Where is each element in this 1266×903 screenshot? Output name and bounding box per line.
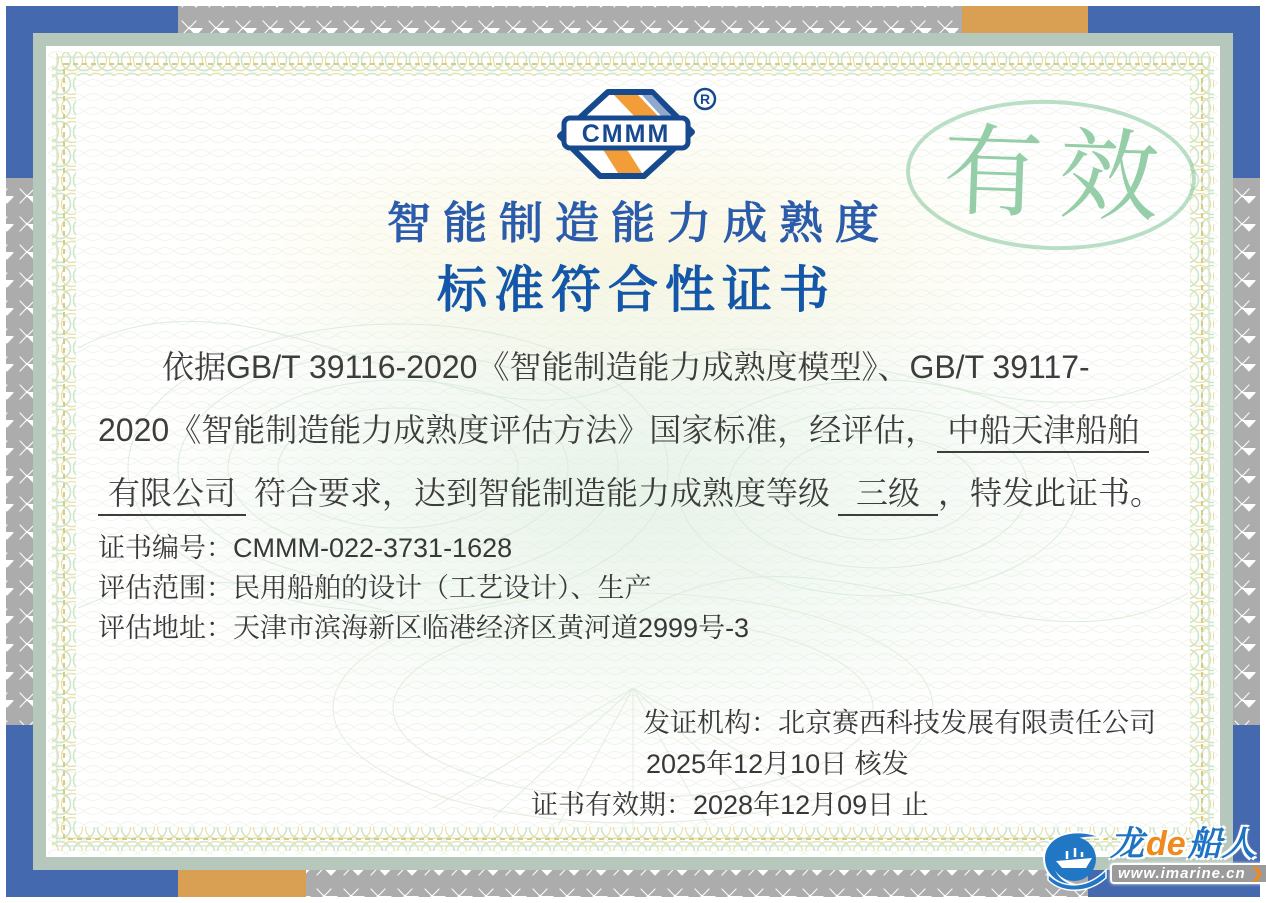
issuer-label: 发证机构： [643, 708, 778, 738]
validity-row [531, 783, 929, 822]
corner-accent-top-left-v [6, 6, 34, 178]
watermark-text-column [1110, 826, 1266, 884]
statement-line-3-text: 符合要求，达到智能制造能力成熟度等级 [254, 475, 831, 511]
boat-swoosh-icon [1042, 826, 1108, 892]
assessment-address-label: 评估地址： [98, 613, 233, 643]
watermark-name-part1: 龙 [1110, 825, 1144, 863]
assessment-scope-value: 民用船舶的设计（工艺设计）、生产 [233, 573, 652, 603]
assessment-scope-row [98, 568, 749, 608]
logo-cmmm-text: CMMM [581, 120, 671, 148]
watermark-url-bar [1110, 863, 1266, 884]
site-watermark [1042, 826, 1266, 892]
assessment-scope-label: 评估范围： [98, 573, 233, 603]
title-calligraphy: 智能制造能力成熟度 [387, 198, 891, 249]
certificate-number-value: CMMM-022-3731-1628 [233, 533, 513, 563]
statement-line-2-text: 2020《智能制造能力成熟度评估方法》国家标准，经评估， [98, 412, 938, 448]
certificate-details [98, 528, 749, 648]
company-name-part-2: 有限公司 [98, 475, 246, 516]
issuer-name: 北京赛西科技发展有限责任公司 [778, 708, 1156, 738]
watermark-name-part3: 船人 [1187, 825, 1256, 863]
certificate-number-label: 证书编号： [98, 533, 233, 563]
validity-label: 证书有效期： [531, 790, 693, 820]
corner-accent-bottom-left-h [6, 869, 178, 897]
maturity-level: 三级 [838, 475, 938, 516]
statement-line-3-tail: ，特发此证书。 [938, 475, 1163, 511]
certificate-statement [98, 336, 1162, 525]
watermark-url: www.imarine.cn [1118, 865, 1246, 882]
issue-date: 2025年12月10日 核发 [646, 749, 909, 779]
watermark-name-part2: de [1146, 825, 1186, 863]
certificate-number-row [98, 528, 749, 568]
validity-value: 2028年12月09日 止 [693, 790, 929, 820]
accent-bottom-tan [178, 869, 306, 897]
accent-top-tan [962, 6, 1088, 34]
issuer-row [643, 701, 1156, 740]
cmmm-logo [552, 84, 722, 194]
logo-registered-mark: R [699, 91, 711, 107]
assessment-address-value: 天津市滨海新区临港经济区黄河道2999号-3 [233, 613, 750, 643]
statement-line-2 [98, 399, 1162, 462]
page-title: 标准符合性证书 [437, 262, 836, 318]
company-name-part-1: 中船天津船舶 [937, 412, 1149, 453]
statement-line-1: 依据GB/T 39116-2020《智能制造能力成熟度模型》、GB/T 39117- [162, 349, 1090, 385]
assessment-address-row [98, 608, 749, 648]
corner-accent-top-right-v [1232, 6, 1260, 178]
watermark-arrow-icon: ❯ [1250, 865, 1265, 882]
watermark-name [1110, 826, 1266, 862]
statement-line-3 [98, 462, 1162, 525]
valid-stamp-text: 有效 [941, 115, 1177, 236]
